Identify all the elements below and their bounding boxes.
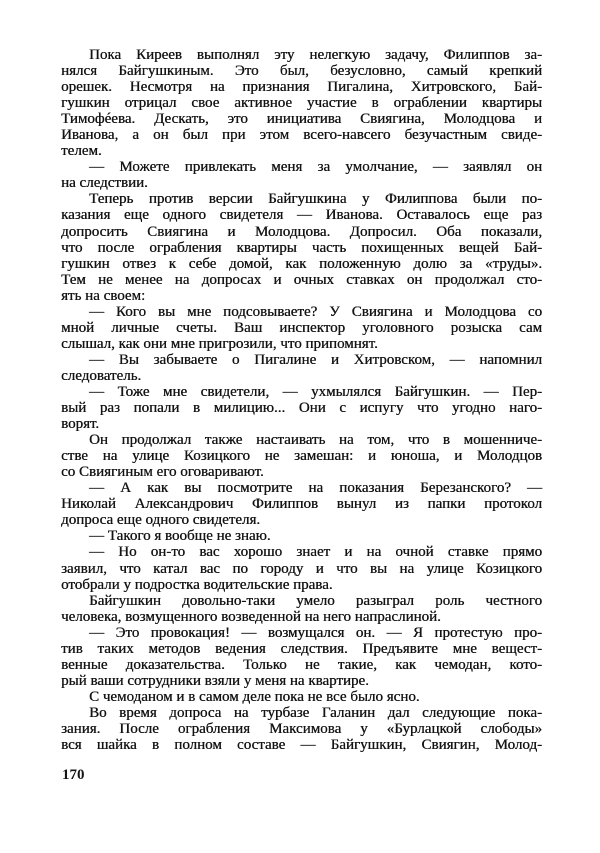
text-line: — Но он-то вас хорошо знает и на очной ставке прямо bbox=[89, 544, 542, 561]
text-line: — Такого я вообще не знаю. bbox=[89, 528, 271, 545]
text-line: ять на своем: bbox=[61, 287, 146, 304]
text-line: тив таких методов ведения следствия. Предъявите мне вещест- bbox=[61, 640, 542, 657]
text-line: Теперь против версии Байгушкина у Филиппова были по- bbox=[89, 191, 542, 208]
text-line: допроса еще одного свидетеля. bbox=[61, 512, 261, 529]
text-line: гушкин отвез к себе домой, как положенную долю за «труды». bbox=[61, 255, 542, 272]
text-line: мной личные счеты. Ваш инспектор уголовного розыска сам bbox=[61, 319, 542, 336]
text-line: заявил, что катал вас по городу и что вы на улице Козицкого bbox=[61, 560, 542, 577]
text-line: Иванова, а он был при этом всего-навсего безучастным свиде- bbox=[61, 127, 542, 144]
page-number: 170 bbox=[62, 767, 85, 783]
text-line: что после ограбления квартиры часть похищенных вещей Бай- bbox=[61, 239, 542, 256]
text-line: орешек. Несмотря на признания Пигалина, Хитровского, Бай- bbox=[61, 79, 542, 96]
text-line: со Свиягиным его оговаривают. bbox=[61, 464, 264, 481]
text-line: ворят. bbox=[61, 416, 100, 433]
text-line: — Кого вы мне подсовываете? У Свиягина и Молодцова со bbox=[89, 303, 542, 320]
text-line: телем. bbox=[61, 143, 102, 160]
text-line: следователь. bbox=[61, 367, 142, 384]
text-line: вый раз попали в милицию... Они с испугу что угодно наго- bbox=[61, 400, 542, 417]
text-line: — Это провокация! — возмущался он. — Я протестую про- bbox=[89, 624, 542, 641]
text-line: Николай Александрович Филиппов вынул из папки протокол bbox=[61, 496, 542, 513]
text-line: рый ваши сотрудники взяли у меня на квартире. bbox=[61, 672, 369, 689]
text-line: Тимофéева. Дескать, это инициатива Свиягина, Молодцова и bbox=[61, 111, 542, 128]
text-line: стве на улице Козицкого не замешан: и юноша, и Молодцов bbox=[61, 448, 542, 465]
text-line: казания еще одного свидетеля — Иванова. Оставалось еще раз bbox=[61, 207, 542, 224]
text-line: допросить Свиягина и Молодцова. Допросил. Оба показали, bbox=[61, 223, 542, 240]
book-page-text bbox=[61, 47, 542, 753]
text-line: зания. После ограбления Максимова у «Бурлацкой слободы» bbox=[61, 720, 542, 737]
text-line: венные доказательства. Только не такие, как чемодан, кото- bbox=[61, 656, 542, 673]
text-line: слышал, как они мне пригрозили, что припомнят. bbox=[61, 335, 378, 352]
text-line: С чемоданом и в самом деле пока не все было ясно. bbox=[89, 688, 420, 705]
text-line: человека, возмущенного возведенной на него напраслиной. bbox=[61, 608, 441, 625]
text-line: — Можете привлекать меня за умолчание, — заявлял он bbox=[89, 159, 542, 176]
text-line: отобрали у подростка водительские права. bbox=[61, 576, 333, 593]
text-line: — Вы забываете о Пигалине и Хитровском, — напомнил bbox=[89, 351, 542, 368]
text-line: вся шайка в полном составе — Байгушкин, Свиягин, Молод- bbox=[61, 737, 542, 754]
text-line: гушкин отрицал свое активное участие в ограблении квартиры bbox=[61, 95, 542, 112]
text-line: нялся Байгушкиным. Это был, безусловно, самый крепкий bbox=[61, 63, 542, 80]
text-line: — Тоже мне свидетели, — ухмылялся Байгушкин. — Пер- bbox=[89, 383, 542, 400]
text-line: Пока Киреев выполнял эту нелегкую задачу, Филиппов за- bbox=[89, 47, 542, 63]
text-line: Во время допроса на турбазе Галанин дал следующие пока- bbox=[89, 704, 542, 721]
text-line: — А как вы посмотрите на показания Березанского? — bbox=[89, 480, 542, 497]
text-line: Байгушкин довольно-таки умело разыграл роль честного bbox=[89, 592, 542, 609]
text-line: на следствии. bbox=[61, 175, 148, 192]
text-line: Тем не менее на допросах и очных ставках он продолжал сто- bbox=[61, 271, 542, 288]
text-line: Он продолжал также настаивать на том, что в мошенниче- bbox=[89, 432, 542, 449]
